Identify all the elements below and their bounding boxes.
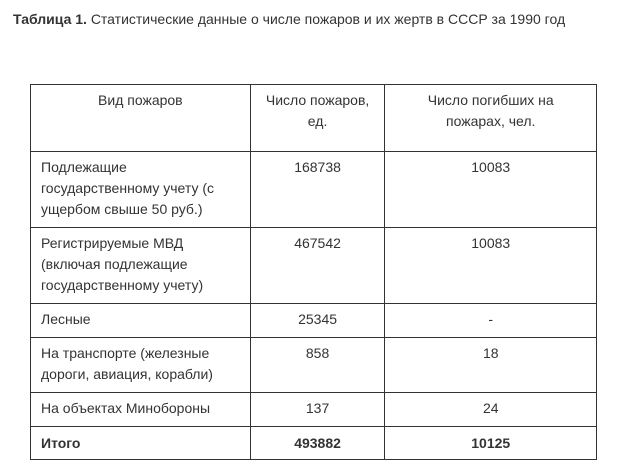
total-death-count: 10125 [385, 427, 597, 460]
table-row [31, 228, 597, 304]
table-row [31, 152, 597, 228]
header-fire-count: Число пожаров, ед. [250, 85, 385, 152]
cell-fire-type: На транспорте (железные дороги, авиация, корабли) [31, 338, 251, 393]
cell-death-count: 10083 [385, 228, 597, 304]
cell-death-count: 18 [385, 338, 597, 393]
cell-death-count: - [385, 304, 597, 338]
cell-fire-type: Регистрируемые МВД (включая подлежащие государственному учету) [31, 228, 251, 304]
header-fire-type: Вид пожаров [31, 85, 251, 152]
caption-text: Статистические данные о числе пожаров и их жертв в СССР за 1990 год [90, 11, 566, 27]
caption-label: Таблица 1. [13, 11, 87, 27]
header-death-count: Число погибших на пожарах, чел. [385, 85, 597, 152]
total-fire-count: 493882 [250, 427, 385, 460]
table-row [31, 304, 597, 338]
cell-fire-count: 467542 [250, 228, 385, 304]
table-header-row [31, 85, 597, 152]
cell-death-count: 10083 [385, 152, 597, 228]
cell-fire-type: Лесные [31, 304, 251, 338]
total-label: Итого [31, 427, 251, 460]
table-row [31, 338, 597, 393]
cell-fire-count: 137 [250, 393, 385, 427]
cell-fire-type: Подлежащие государственному учету (с ущербом свыше 50 руб.) [31, 152, 251, 228]
cell-death-count: 24 [385, 393, 597, 427]
cell-fire-type: На объектах Минобороны [31, 393, 251, 427]
table-total-row [31, 427, 597, 460]
cell-fire-count: 858 [250, 338, 385, 393]
cell-fire-count: 168738 [250, 152, 385, 228]
fire-statistics-table [30, 84, 597, 460]
cell-fire-count: 25345 [250, 304, 385, 338]
table-caption [13, 10, 565, 28]
table-row [31, 393, 597, 427]
